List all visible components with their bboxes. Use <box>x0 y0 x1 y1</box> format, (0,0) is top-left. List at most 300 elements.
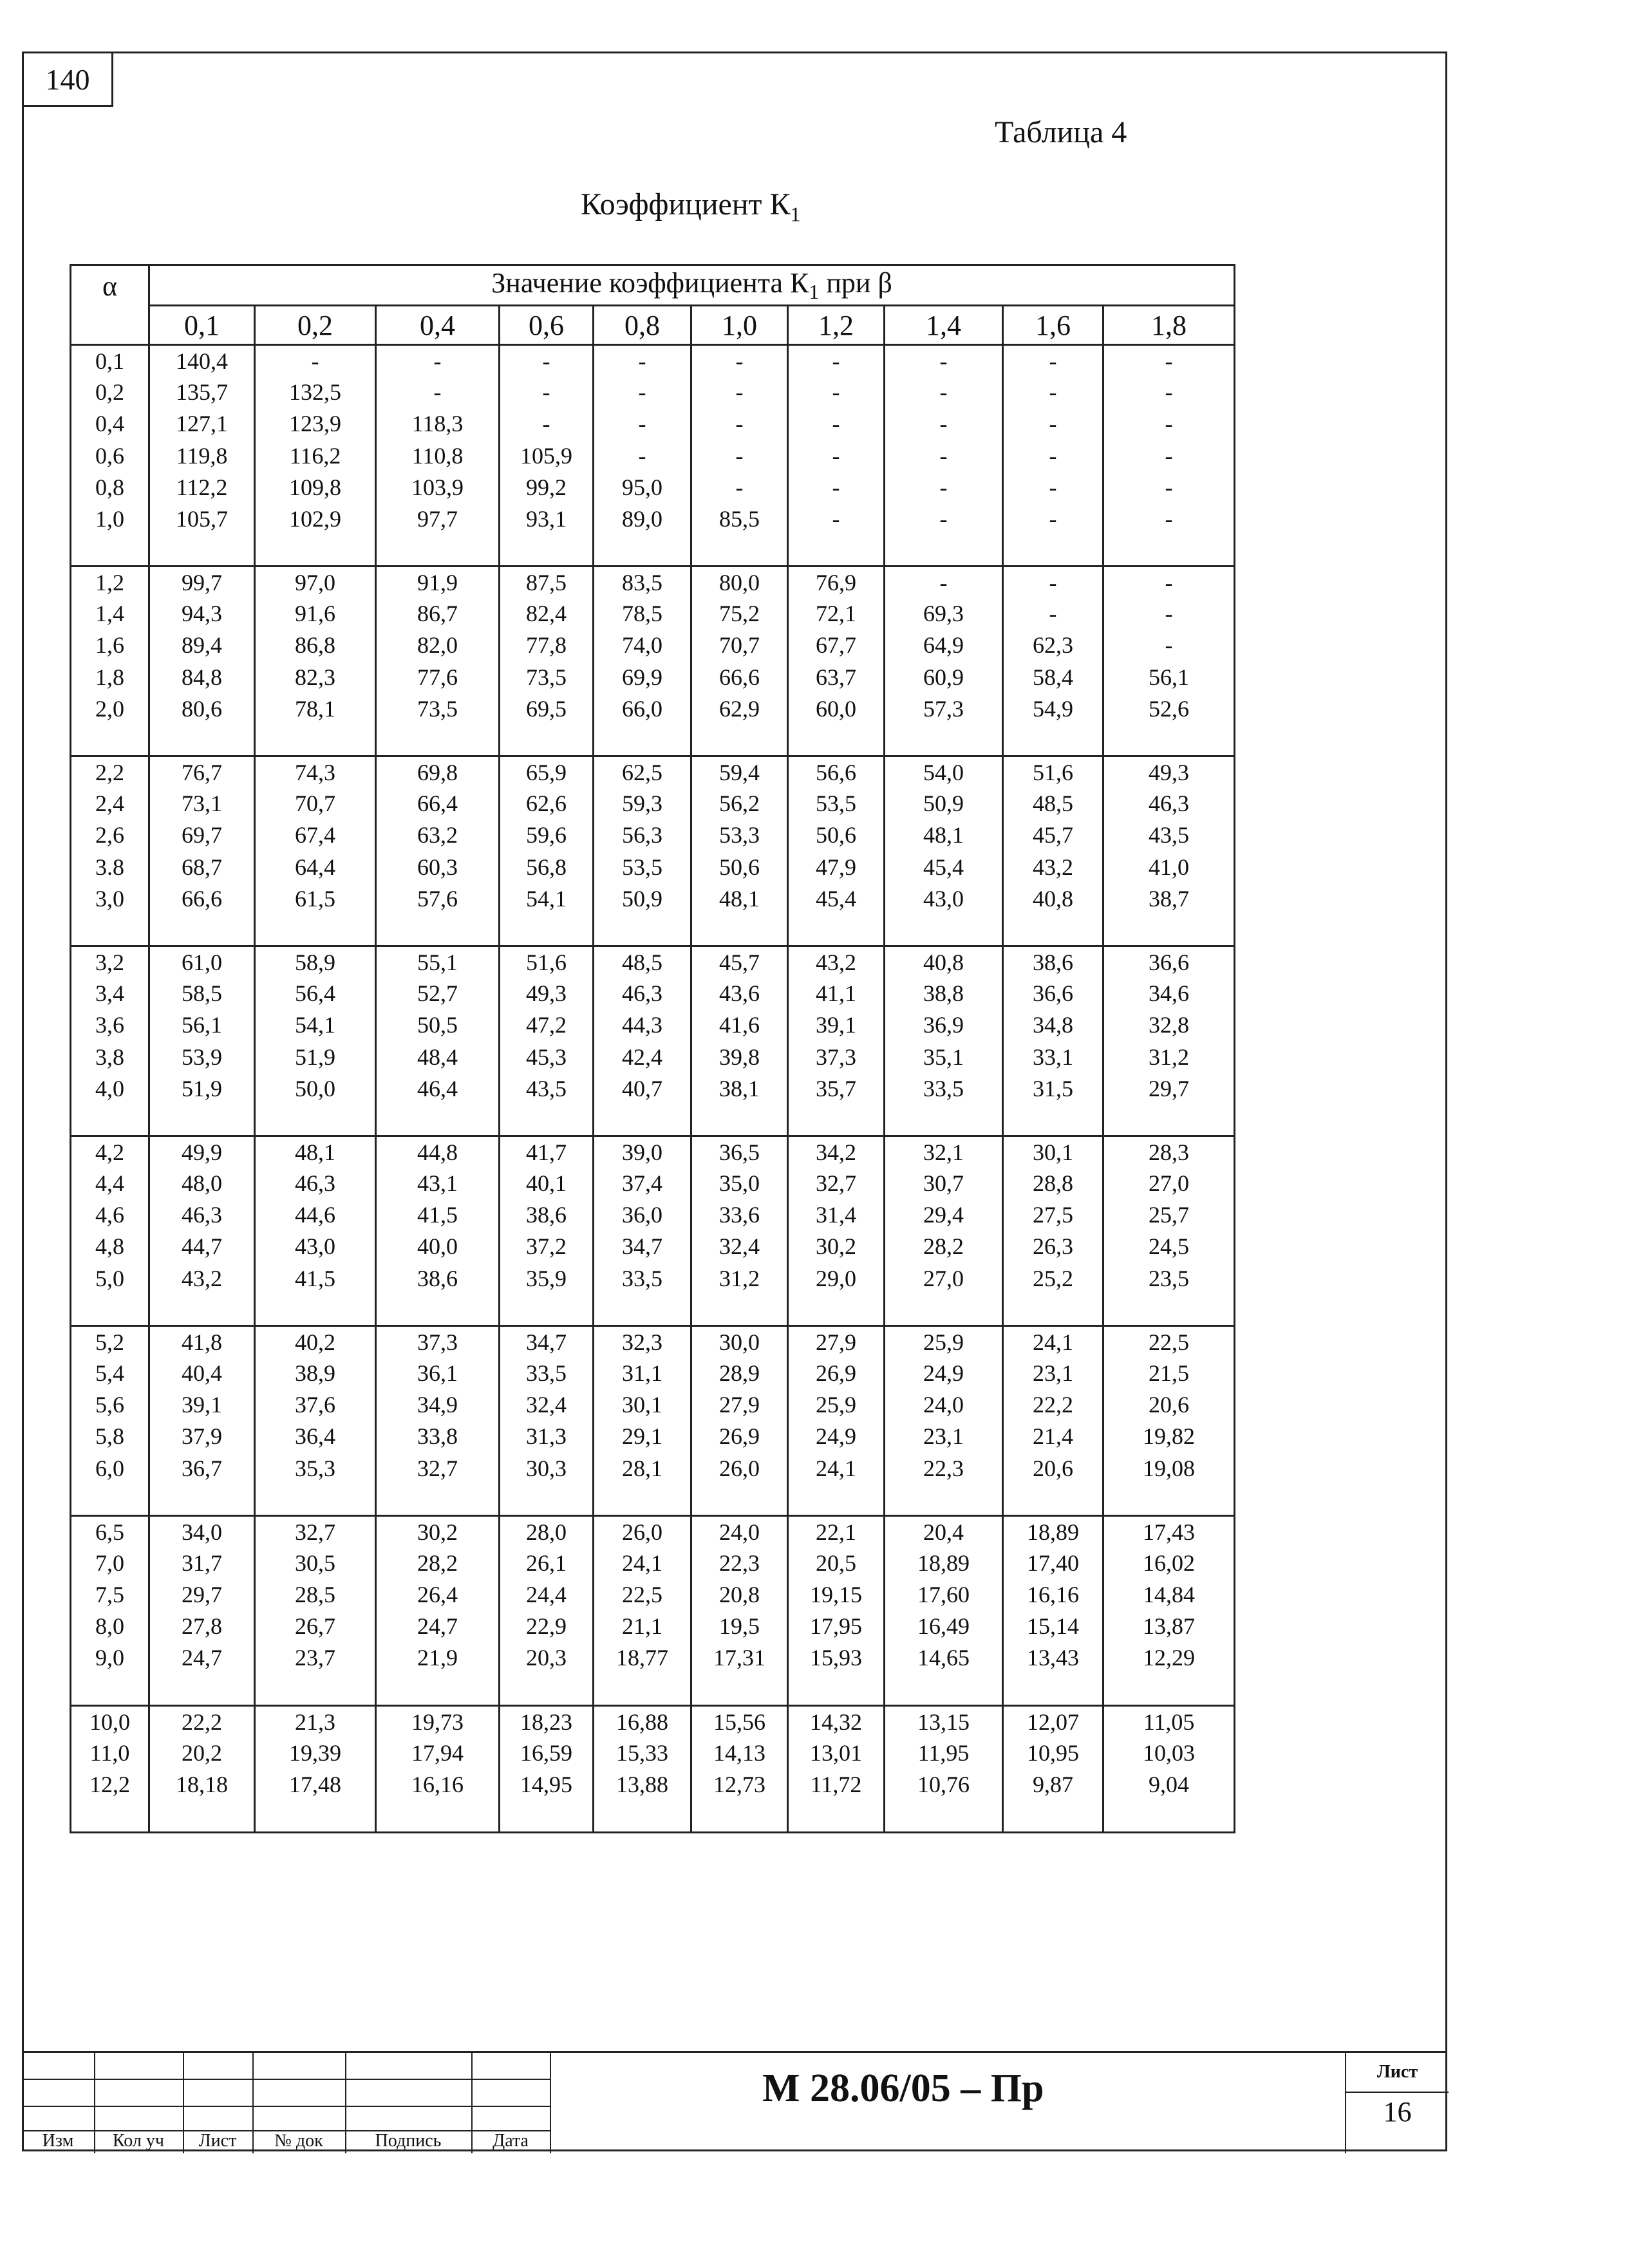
value-cell: 48,1 <box>255 1136 376 1167</box>
value-cell: 109,8 <box>255 471 376 503</box>
value-cell: 32,3 <box>594 1325 691 1357</box>
value-cell: 22,2 <box>1003 1389 1103 1421</box>
group-spacer <box>71 914 1235 946</box>
value-cell: 44,7 <box>149 1231 255 1262</box>
value-cell: 64,4 <box>255 851 376 883</box>
revision-grid <box>22 2053 550 2153</box>
table-row <box>71 1737 1235 1768</box>
value-cell: 40,1 <box>500 1168 594 1199</box>
spacer-cell <box>885 1104 1003 1136</box>
value-cell: 56,3 <box>594 819 691 851</box>
title-block-divider <box>550 2053 551 2153</box>
value-cell: 32,7 <box>255 1515 376 1547</box>
spacer-cell <box>1103 724 1235 756</box>
table-row <box>71 1579 1235 1611</box>
spacer-cell <box>594 1801 691 1833</box>
value-cell: 23,1 <box>1003 1358 1103 1389</box>
value-cell: 20,4 <box>885 1515 1003 1547</box>
grid-line <box>22 2106 550 2107</box>
stamp-column-label: Лист <box>198 2131 237 2151</box>
value-cell: 33,5 <box>594 1262 691 1294</box>
value-cell: 60,0 <box>788 693 885 724</box>
value-cell: 68,7 <box>149 851 255 883</box>
value-cell: - <box>691 345 788 377</box>
value-cell: - <box>885 503 1003 534</box>
table-row <box>71 345 1235 377</box>
value-cell: 50,9 <box>885 788 1003 819</box>
value-cell: 12,29 <box>1103 1642 1235 1674</box>
value-cell: 58,5 <box>149 978 255 1009</box>
value-cell: 78,5 <box>594 598 691 630</box>
spacer-cell <box>691 914 788 946</box>
value-cell: 62,9 <box>691 693 788 724</box>
value-cell: 34,7 <box>500 1325 594 1357</box>
value-cell: 57,3 <box>885 693 1003 724</box>
beta-header-7: 1,4 <box>885 306 1003 345</box>
group-header-text: Значение коэффициента К <box>491 267 809 299</box>
value-cell: 56,1 <box>1103 661 1235 693</box>
value-cell: 51,9 <box>149 1072 255 1104</box>
spacer-cell <box>1003 1484 1103 1515</box>
table-row <box>71 1168 1235 1199</box>
value-cell: - <box>500 377 594 408</box>
spacer-cell <box>149 1294 255 1325</box>
value-cell: 51,9 <box>255 1041 376 1072</box>
document-title <box>581 187 801 227</box>
value-cell: 13,87 <box>1103 1611 1235 1642</box>
value-cell: 27,0 <box>885 1262 1003 1294</box>
value-cell: 26,0 <box>594 1515 691 1547</box>
value-cell: 13,43 <box>1003 1642 1103 1674</box>
alpha-cell: 4,6 <box>71 1199 149 1231</box>
alpha-cell: 10,0 <box>71 1705 149 1737</box>
spacer-cell <box>1103 1801 1235 1833</box>
value-cell: 24,9 <box>885 1358 1003 1389</box>
value-cell: 14,13 <box>691 1737 788 1768</box>
value-cell: 48,1 <box>691 883 788 914</box>
value-cell: 28,5 <box>255 1579 376 1611</box>
value-cell: - <box>1003 566 1103 598</box>
value-cell: 65,9 <box>500 756 594 788</box>
spacer-cell <box>885 1674 1003 1705</box>
value-cell: 34,0 <box>149 1515 255 1547</box>
value-cell: - <box>1103 377 1235 408</box>
value-cell: 58,9 <box>255 946 376 977</box>
value-cell: 119,8 <box>149 440 255 471</box>
table-row <box>71 471 1235 503</box>
value-cell: 70,7 <box>255 788 376 819</box>
value-cell: 30,2 <box>376 1515 500 1547</box>
value-cell: 10,03 <box>1103 1737 1235 1768</box>
spacer-cell <box>500 914 594 946</box>
value-cell: 50,0 <box>255 1072 376 1104</box>
value-cell: - <box>376 377 500 408</box>
value-cell: 69,8 <box>376 756 500 788</box>
alpha-cell: 6,5 <box>71 1515 149 1547</box>
alpha-cell: 2,4 <box>71 788 149 819</box>
value-cell: 17,43 <box>1103 1515 1235 1547</box>
table-row <box>71 1009 1235 1041</box>
value-cell: 28,3 <box>1103 1136 1235 1167</box>
alpha-cell: 0,1 <box>71 345 149 377</box>
value-cell: - <box>1103 440 1235 471</box>
value-cell: 15,33 <box>594 1737 691 1768</box>
spacer-cell <box>500 1294 594 1325</box>
spacer-cell <box>149 1104 255 1136</box>
value-cell: 17,94 <box>376 1737 500 1768</box>
value-cell: - <box>376 345 500 377</box>
value-cell: 10,95 <box>1003 1737 1103 1768</box>
value-cell: 34,9 <box>376 1389 500 1421</box>
spacer-cell <box>691 534 788 566</box>
value-cell: 50,9 <box>594 883 691 914</box>
table-row <box>71 1041 1235 1072</box>
alpha-cell: 7,5 <box>71 1579 149 1611</box>
beta-header-1: 0,2 <box>255 306 376 345</box>
alpha-cell: 6,0 <box>71 1452 149 1484</box>
value-cell: 69,7 <box>149 819 255 851</box>
value-cell: 37,4 <box>594 1168 691 1199</box>
value-cell: 66,0 <box>594 693 691 724</box>
spacer-cell <box>1003 724 1103 756</box>
alpha-cell: 3,0 <box>71 883 149 914</box>
alpha-cell: 5,0 <box>71 1262 149 1294</box>
value-cell: 38,7 <box>1103 883 1235 914</box>
value-cell: 51,6 <box>1003 756 1103 788</box>
spacer-cell <box>1103 1104 1235 1136</box>
value-cell: 22,2 <box>149 1705 255 1737</box>
value-cell: 26,9 <box>788 1358 885 1389</box>
value-cell: 19,82 <box>1103 1421 1235 1452</box>
value-cell: 102,9 <box>255 503 376 534</box>
alpha-cell: 5,4 <box>71 1358 149 1389</box>
spacer-cell <box>691 1674 788 1705</box>
value-cell: - <box>255 345 376 377</box>
value-cell: 36,9 <box>885 1009 1003 1041</box>
value-cell: 21,9 <box>376 1642 500 1674</box>
spacer-cell <box>376 1484 500 1515</box>
spacer-cell <box>500 1674 594 1705</box>
alpha-cell: 12,2 <box>71 1769 149 1801</box>
value-cell: 19,08 <box>1103 1452 1235 1484</box>
alpha-cell: 1,0 <box>71 503 149 534</box>
value-cell: 45,4 <box>885 851 1003 883</box>
spacer-cell <box>885 1294 1003 1325</box>
spacer-cell <box>788 534 885 566</box>
value-cell: 45,3 <box>500 1041 594 1072</box>
value-cell: 38,9 <box>255 1358 376 1389</box>
value-cell: 47,2 <box>500 1009 594 1041</box>
spacer-cell <box>255 1801 376 1833</box>
value-cell: 93,1 <box>500 503 594 534</box>
value-cell: - <box>691 377 788 408</box>
value-cell: 97,0 <box>255 566 376 598</box>
alpha-cell: 2,6 <box>71 819 149 851</box>
spacer-cell <box>885 914 1003 946</box>
value-cell: 58,4 <box>1003 661 1103 693</box>
value-cell: 20,5 <box>788 1547 885 1578</box>
value-cell: 18,23 <box>500 1705 594 1737</box>
alpha-cell: 5,8 <box>71 1421 149 1452</box>
value-cell: 22,1 <box>788 1515 885 1547</box>
value-cell: 46,3 <box>255 1168 376 1199</box>
value-cell: - <box>788 440 885 471</box>
value-cell: 135,7 <box>149 377 255 408</box>
value-cell: 77,8 <box>500 630 594 661</box>
value-cell: - <box>788 345 885 377</box>
value-cell: 30,5 <box>255 1547 376 1578</box>
value-cell: 31,2 <box>1103 1041 1235 1072</box>
value-cell: 27,0 <box>1103 1168 1235 1199</box>
value-cell: 9,87 <box>1003 1769 1103 1801</box>
group-spacer <box>71 1484 1235 1515</box>
spacer-cell <box>788 1674 885 1705</box>
value-cell: - <box>1003 377 1103 408</box>
value-cell: 11,72 <box>788 1769 885 1801</box>
table-row <box>71 851 1235 883</box>
value-cell: 26,7 <box>255 1611 376 1642</box>
value-cell: 41,7 <box>500 1136 594 1167</box>
value-cell: 37,3 <box>376 1325 500 1357</box>
value-cell: 38,8 <box>885 978 1003 1009</box>
value-cell: 49,9 <box>149 1136 255 1167</box>
value-cell: 19,5 <box>691 1611 788 1642</box>
value-cell: 15,93 <box>788 1642 885 1674</box>
value-cell: 52,7 <box>376 978 500 1009</box>
table-row <box>71 1072 1235 1104</box>
value-cell: 56,4 <box>255 978 376 1009</box>
value-cell: 64,9 <box>885 630 1003 661</box>
value-cell: 32,8 <box>1103 1009 1235 1041</box>
value-cell: 84,8 <box>149 661 255 693</box>
value-cell: 40,8 <box>885 946 1003 977</box>
table-row <box>71 598 1235 630</box>
value-cell: 32,7 <box>788 1168 885 1199</box>
value-cell: - <box>594 440 691 471</box>
value-cell: 29,0 <box>788 1262 885 1294</box>
spacer-cell <box>149 1674 255 1705</box>
value-cell: 43,0 <box>885 883 1003 914</box>
value-cell: 22,5 <box>594 1579 691 1611</box>
group-spacer <box>71 1294 1235 1325</box>
spacer-cell <box>71 914 149 946</box>
table-row <box>71 1136 1235 1167</box>
value-cell: 62,5 <box>594 756 691 788</box>
value-cell: 33,1 <box>1003 1041 1103 1072</box>
value-cell: 34,6 <box>1103 978 1235 1009</box>
alpha-cell: 5,2 <box>71 1325 149 1357</box>
value-cell: 39,8 <box>691 1041 788 1072</box>
value-cell: - <box>788 377 885 408</box>
value-cell: 49,3 <box>1103 756 1235 788</box>
value-cell: 19,15 <box>788 1579 885 1611</box>
value-cell: 54,0 <box>885 756 1003 788</box>
value-cell: 24,4 <box>500 1579 594 1611</box>
group-spacer <box>71 534 1235 566</box>
value-cell: - <box>788 408 885 440</box>
stamp-column-label: № док <box>274 2131 323 2151</box>
spacer-cell <box>1103 1294 1235 1325</box>
value-cell: 19,73 <box>376 1705 500 1737</box>
value-cell: 16,59 <box>500 1737 594 1768</box>
value-cell: 54,1 <box>255 1009 376 1041</box>
spacer-cell <box>1003 1104 1103 1136</box>
table-row <box>71 756 1235 788</box>
value-cell: 13,88 <box>594 1769 691 1801</box>
value-cell: 39,1 <box>149 1389 255 1421</box>
value-cell: 24,7 <box>149 1642 255 1674</box>
value-cell: 41,5 <box>376 1199 500 1231</box>
table-row <box>71 1421 1235 1452</box>
value-cell: 25,7 <box>1103 1199 1235 1231</box>
alpha-cell: 3,4 <box>71 978 149 1009</box>
value-cell: 35,7 <box>788 1072 885 1104</box>
value-cell: 15,14 <box>1003 1611 1103 1642</box>
value-cell: 22,3 <box>885 1452 1003 1484</box>
value-cell: 53,9 <box>149 1041 255 1072</box>
value-cell: 40,4 <box>149 1358 255 1389</box>
value-cell: 16,49 <box>885 1611 1003 1642</box>
spacer-cell <box>255 1674 376 1705</box>
value-cell: 48,4 <box>376 1041 500 1072</box>
value-cell: 34,2 <box>788 1136 885 1167</box>
value-cell: 21,4 <box>1003 1421 1103 1452</box>
value-cell: 18,89 <box>1003 1515 1103 1547</box>
value-cell: 43,6 <box>691 978 788 1009</box>
value-cell: 14,65 <box>885 1642 1003 1674</box>
value-cell: 27,9 <box>788 1325 885 1357</box>
spacer-cell <box>1003 1801 1103 1833</box>
alpha-cell: 2,0 <box>71 693 149 724</box>
value-cell: 41,1 <box>788 978 885 1009</box>
value-cell: 28,1 <box>594 1452 691 1484</box>
stamp-column-label: Подпись <box>375 2131 442 2151</box>
value-cell: 31,3 <box>500 1421 594 1452</box>
table-row <box>71 1262 1235 1294</box>
value-cell: 56,2 <box>691 788 788 819</box>
value-cell: 37,9 <box>149 1421 255 1452</box>
value-cell: 75,2 <box>691 598 788 630</box>
value-cell: 28,2 <box>376 1547 500 1578</box>
value-cell: 24,1 <box>788 1452 885 1484</box>
value-cell: 66,4 <box>376 788 500 819</box>
value-cell: 24,9 <box>788 1421 885 1452</box>
table-row <box>71 630 1235 661</box>
value-cell: 48,5 <box>1003 788 1103 819</box>
table-row <box>71 1199 1235 1231</box>
table-row <box>71 1515 1235 1547</box>
value-cell: 43,0 <box>255 1231 376 1262</box>
value-cell: 36,0 <box>594 1199 691 1231</box>
value-cell: - <box>500 408 594 440</box>
page-number: 140 <box>22 52 113 107</box>
spacer-cell <box>376 1294 500 1325</box>
value-cell: 16,16 <box>376 1769 500 1801</box>
value-cell: - <box>691 408 788 440</box>
spacer-cell <box>788 1294 885 1325</box>
value-cell: 41,5 <box>255 1262 376 1294</box>
value-cell: 24,5 <box>1103 1231 1235 1262</box>
value-cell: 42,4 <box>594 1041 691 1072</box>
value-cell: 33,6 <box>691 1199 788 1231</box>
value-cell: 29,7 <box>149 1579 255 1611</box>
spacer-cell <box>885 534 1003 566</box>
spacer-cell <box>376 1801 500 1833</box>
value-cell: 50,6 <box>788 819 885 851</box>
value-cell: 11,95 <box>885 1737 1003 1768</box>
value-cell: - <box>1103 630 1235 661</box>
value-cell: 47,9 <box>788 851 885 883</box>
alpha-cell: 1,4 <box>71 598 149 630</box>
value-cell: 43,2 <box>788 946 885 977</box>
value-cell: 36,4 <box>255 1421 376 1452</box>
table-row <box>71 377 1235 408</box>
alpha-cell: 0,8 <box>71 471 149 503</box>
value-cell: 51,6 <box>500 946 594 977</box>
alpha-cell: 0,4 <box>71 408 149 440</box>
value-cell: 70,7 <box>691 630 788 661</box>
value-cell: 40,0 <box>376 1231 500 1262</box>
spacer-cell <box>1103 1484 1235 1515</box>
value-cell: 62,3 <box>1003 630 1103 661</box>
value-cell: 13,15 <box>885 1705 1003 1737</box>
value-cell: 23,5 <box>1103 1262 1235 1294</box>
value-cell: 31,1 <box>594 1358 691 1389</box>
value-cell: 31,4 <box>788 1199 885 1231</box>
value-cell: 31,5 <box>1003 1072 1103 1104</box>
alpha-cell: 1,6 <box>71 630 149 661</box>
spacer-cell <box>71 1484 149 1515</box>
value-cell: 67,4 <box>255 819 376 851</box>
value-cell: 25,2 <box>1003 1262 1103 1294</box>
alpha-cell: 0,6 <box>71 440 149 471</box>
value-cell: 46,3 <box>1103 788 1235 819</box>
value-cell: 45,7 <box>691 946 788 977</box>
value-cell: 14,84 <box>1103 1579 1235 1611</box>
value-cell: - <box>594 408 691 440</box>
value-cell: 23,1 <box>885 1421 1003 1452</box>
spacer-cell <box>1103 914 1235 946</box>
alpha-cell: 4,2 <box>71 1136 149 1167</box>
value-cell: 33,5 <box>885 1072 1003 1104</box>
alpha-cell: 7,0 <box>71 1547 149 1578</box>
value-cell: - <box>885 408 1003 440</box>
value-cell: 60,3 <box>376 851 500 883</box>
value-cell: 37,2 <box>500 1231 594 1262</box>
table-row <box>71 1769 1235 1801</box>
spacer-cell <box>149 914 255 946</box>
value-cell: 83,5 <box>594 566 691 598</box>
value-cell: 12,73 <box>691 1769 788 1801</box>
value-cell: 35,9 <box>500 1262 594 1294</box>
spacer-cell <box>788 724 885 756</box>
value-cell: 27,8 <box>149 1611 255 1642</box>
table-row <box>71 1389 1235 1421</box>
table-row <box>71 946 1235 977</box>
table-row <box>71 1611 1235 1642</box>
value-cell: 43,1 <box>376 1168 500 1199</box>
value-cell: - <box>1103 345 1235 377</box>
value-cell: 116,2 <box>255 440 376 471</box>
value-cell: 44,8 <box>376 1136 500 1167</box>
value-cell: 41,0 <box>1103 851 1235 883</box>
alpha-cell: 4,0 <box>71 1072 149 1104</box>
value-cell: 25,9 <box>885 1325 1003 1357</box>
value-cell: 66,6 <box>691 661 788 693</box>
spacer-cell <box>71 1674 149 1705</box>
value-cell: 17,60 <box>885 1579 1003 1611</box>
value-cell: - <box>1003 598 1103 630</box>
